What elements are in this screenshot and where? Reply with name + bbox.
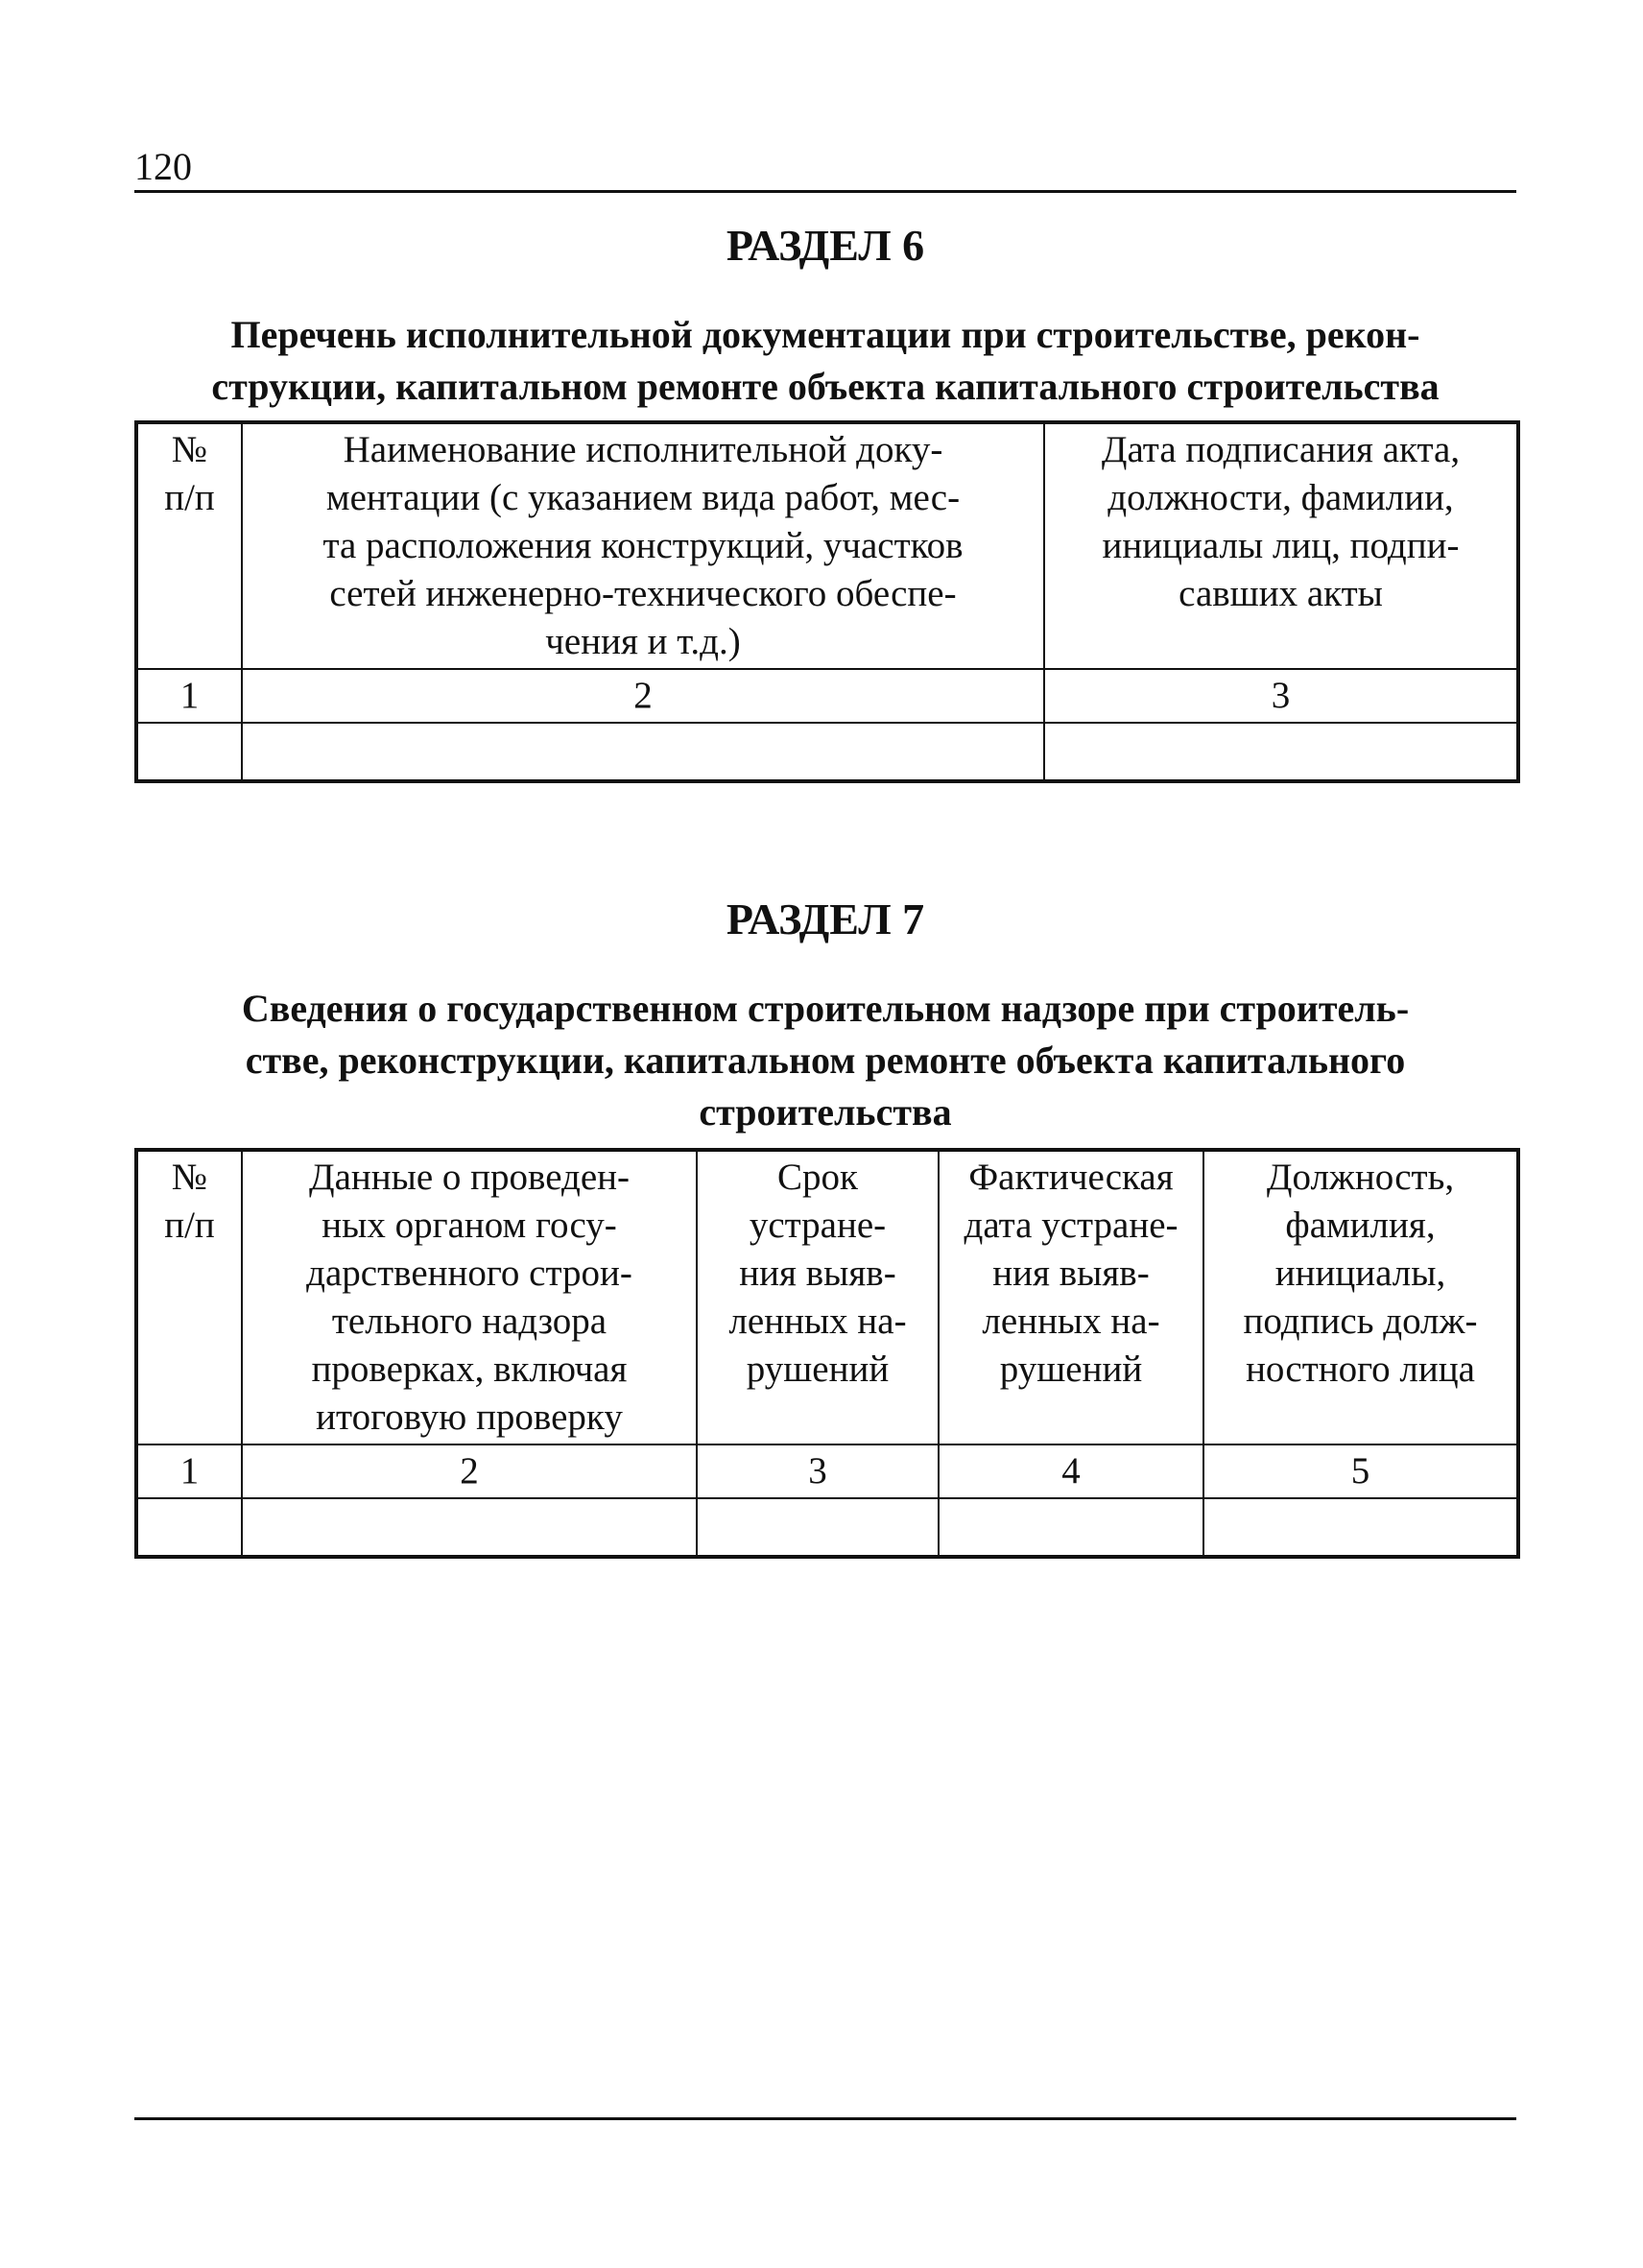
header-cell-line: п/п [164,477,215,518]
header-cell-line: ленных на- [982,1301,1160,1342]
section-7-title-line: стве, реконструкции, капитальном ремонте объекта капитального [245,1039,1406,1082]
table-cell [242,723,1044,781]
header-cell-line: ных органом госу- [321,1205,617,1246]
column-number-cell: 3 [1044,669,1518,723]
section-6-table [134,420,1520,783]
header-cell-line: ностного лица [1246,1349,1475,1390]
header-cell-official-signature [1203,1150,1518,1444]
header-cell-line: ния выяв- [992,1253,1150,1294]
table-cell [697,1498,939,1557]
section-7-table [134,1148,1520,1559]
header-cell-line: рушений [999,1349,1143,1390]
column-number-row [136,1444,1518,1498]
header-cell-line: должности, фамилии, [1107,477,1454,518]
section-6-title-line: струкции, капитальном ремонте объекта капитального строительства [211,365,1440,408]
table-row [136,723,1518,781]
section-6-title [134,309,1516,413]
section-7-heading: РАЗДЕЛ 7 [726,895,925,943]
header-cell-line: чения и т.д.) [545,621,741,662]
table-cell [242,1498,697,1557]
header-cell-line: Фактическая [968,1157,1174,1198]
table-row [136,1498,1518,1557]
header-cell-signing-date [1044,422,1518,669]
header-cell-deadline [697,1150,939,1444]
header-cell-line: п/п [164,1205,215,1246]
section-7-title-line: Сведения о государственном строительном надзоре при строитель- [241,987,1410,1030]
column-number-cell: 5 [1203,1444,1518,1498]
column-number-cell: 1 [136,669,242,723]
header-cell-line: та расположения конструкций, участков [322,525,964,566]
table-cell [1203,1498,1518,1557]
table-cell [136,723,242,781]
table-header-row [136,1150,1518,1444]
header-cell-line: дарственного строи- [306,1253,632,1294]
header-cell-line: № [171,1157,208,1198]
header-cell-line: ленных на- [728,1301,907,1342]
header-cell-line: Данные о проведен- [308,1157,631,1198]
section-6-title-line: Перечень исполнительной документации при строительстве, рекон- [230,313,1420,356]
header-cell-line: Должность, [1266,1157,1455,1198]
column-number-cell: 2 [242,1444,697,1498]
column-number-cell: 1 [136,1444,242,1498]
header-cell-line: Дата подписания акта, [1101,429,1461,470]
header-cell-line: итоговую проверку [316,1397,623,1438]
column-number-cell: 3 [697,1444,939,1498]
header-cell-line: дата устране- [964,1205,1179,1246]
header-cell-line: рушений [746,1349,890,1390]
header-cell-inspection-data [242,1150,697,1444]
header-cell-line: сетей инженерно-технического обеспе- [329,573,957,614]
header-cell-line: инициалы, [1274,1253,1446,1294]
header-cell-line: савших акты [1179,573,1383,614]
header-cell-actual-date [939,1150,1203,1444]
header-cell-line: инициалы лиц, подпи- [1102,525,1460,566]
footer-rule [134,2117,1516,2120]
column-number-row [136,669,1518,723]
header-cell-line: № [171,429,208,470]
page-number: 120 [134,145,192,188]
table-header-row [136,422,1518,669]
header-cell-line: подпись долж- [1243,1301,1478,1342]
header-cell-number [136,422,242,669]
table-cell [1044,723,1518,781]
header-cell-line: проверках, включая [311,1349,628,1390]
header-cell-line: ния выяв- [739,1253,896,1294]
section-7-title [134,983,1516,1138]
header-cell-line: фамилия, [1285,1205,1436,1246]
section-6-heading: РАЗДЕЛ 6 [726,221,925,270]
table-cell [939,1498,1203,1557]
column-number-cell: 2 [242,669,1044,723]
header-cell-line: устране- [749,1205,887,1246]
header-cell-document-name [242,422,1044,669]
header-cell-line: ментации (с указанием вида работ, мес- [325,477,961,518]
header-cell-number [136,1150,242,1444]
table-cell [136,1498,242,1557]
column-number-cell: 4 [939,1444,1203,1498]
header-rule [134,190,1516,193]
header-cell-line: Наименование исполнительной доку- [343,429,943,470]
section-7-title-line: строительства [699,1090,952,1134]
header-cell-line: тельного надзора [331,1301,607,1342]
header-cell-line: Срок [777,1157,858,1198]
